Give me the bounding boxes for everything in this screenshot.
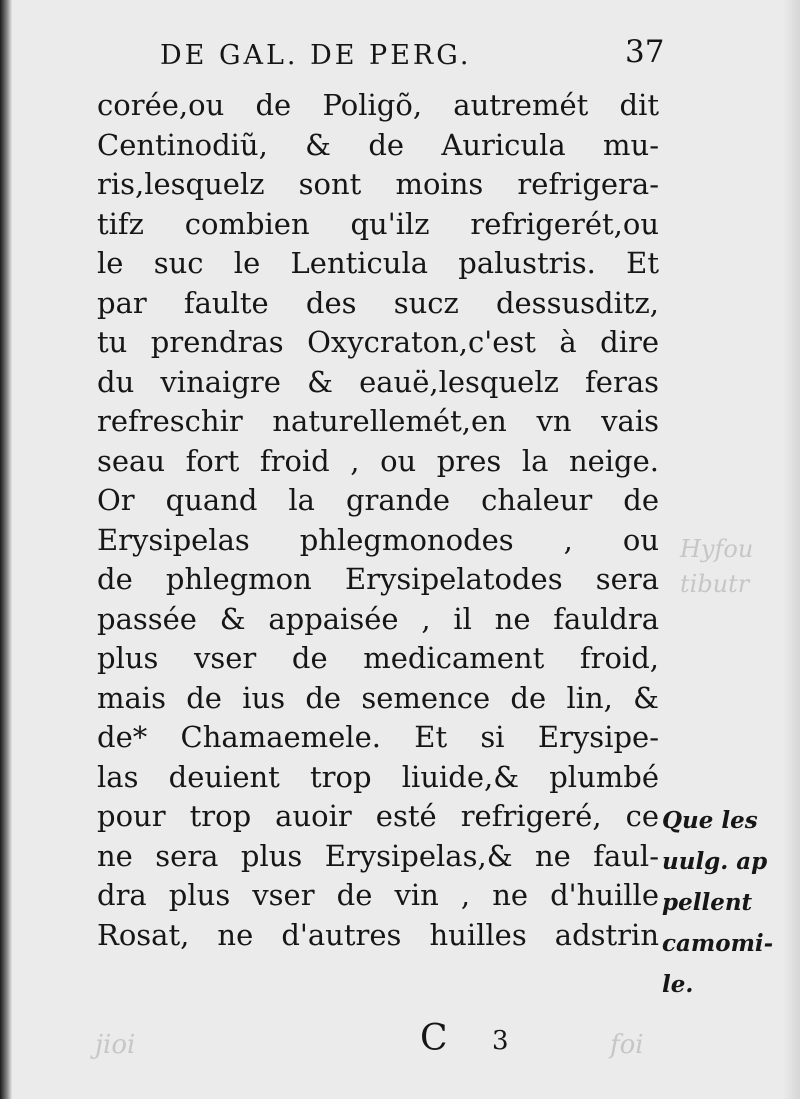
page-gutter-shadow [0, 0, 12, 1099]
text-line: corée,ou de Poligõ, autremét dit [97, 88, 659, 122]
signature-mark [420, 1018, 550, 1068]
margin-note-line: Que les [662, 807, 758, 834]
margin-note-line: pellent [662, 889, 753, 916]
text-line: plus vser de medicament froid, [97, 641, 659, 675]
text-line: Rosat, ne d'autres huilles adstrin [97, 917, 659, 952]
text-line: pour trop auoir esté refrigeré, ce [97, 799, 659, 833]
page-number: 37 [625, 34, 665, 70]
signature-letter: C [420, 1018, 448, 1059]
show-through-text: foi [610, 1030, 644, 1060]
text-line: dra plus vser de vin , ne d'huille [97, 878, 659, 912]
margin-note [662, 800, 790, 1005]
text-line: refreschir naturellemét,en vn vais [97, 404, 659, 438]
text-line: de* Chamaemele. Et si Erysipe- [97, 720, 659, 754]
text-line: passée & appaisée , il ne fauldra [97, 601, 659, 636]
text-line: las deuient trop liuide,& plumbé [97, 759, 659, 794]
running-header [160, 34, 665, 78]
margin-note-line: uulg. ap [662, 848, 768, 875]
text-line: ne sera plus Erysipelas,& ne faul- [97, 838, 659, 873]
text-line: de phlegmon Erysipelatodes sera [97, 562, 659, 596]
text-line: par faulte des sucz dessusditz, [97, 285, 659, 320]
text-line: Or quand la grande chaleur de [97, 483, 659, 517]
show-through-text: jioi [95, 1030, 136, 1060]
margin-note-line: le. [662, 971, 694, 998]
margin-note-line: camomi- [662, 930, 774, 957]
text-line: mais de ius de semence de lin, & [97, 680, 659, 715]
text-line: Erysipelas phlegmonodes , ou [97, 522, 659, 557]
text-line: tu prendras Oxycraton,c'est à dire [97, 325, 659, 359]
text-line: Centinodiũ, & de Auricula mu- [97, 127, 659, 162]
signature-number: 3 [492, 1026, 509, 1056]
body-text [97, 86, 659, 955]
show-through-text: tibutr [680, 570, 750, 598]
running-title: DE GAL. DE PERG. [160, 40, 472, 71]
text-line: du vinaigre & eauë,lesquelz feras [97, 364, 659, 399]
text-line: tifz combien qu'ilz refrigerét,ou [97, 206, 659, 241]
text-line: ris,lesquelz sont moins refrigera- [97, 167, 659, 201]
show-through-text: Hyfou [680, 535, 754, 563]
text-line: seau fort froid , ou pres la neige. [97, 443, 659, 478]
text-line: le suc le Lenticula palustris. Et [97, 246, 659, 280]
